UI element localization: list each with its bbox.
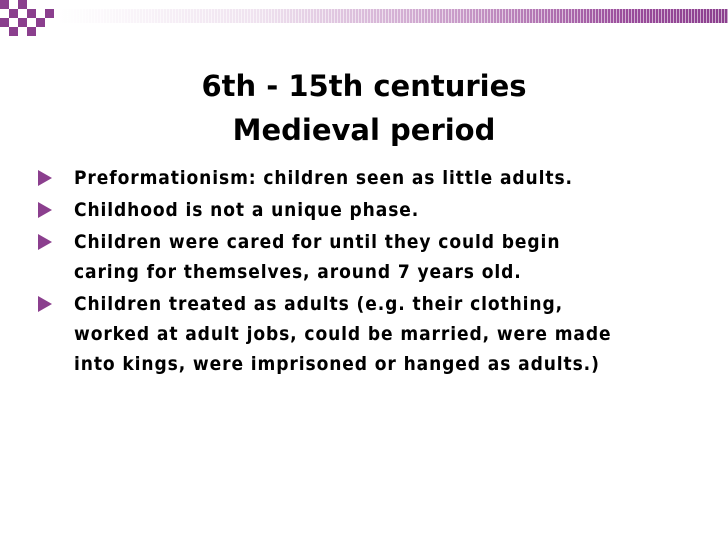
- triangle-bullet-icon: [38, 170, 52, 186]
- bullet-line: Childhood is not a unique phase.: [74, 199, 420, 221]
- bullet-line: worked at adult jobs, could be married, were made: [74, 323, 612, 345]
- slide-title: [60, 64, 668, 152]
- triangle-bullet-icon: [38, 296, 52, 312]
- bullet-line: Preformationism: children seen as little adults.: [74, 167, 573, 189]
- slide-title-line-1: 6th - 15th centuries: [201, 69, 527, 103]
- bullet-line: caring for themselves, around 7 years old.: [74, 261, 522, 283]
- slide-title-line-2: Medieval period: [232, 113, 496, 147]
- corner-checker-decoration: [0, 0, 60, 40]
- bullet-line: Children treated as adults (e.g. their clothing,: [74, 293, 564, 315]
- bullet-item: [0, 289, 700, 379]
- bullet-line: Children were cared for until they could begin: [74, 231, 561, 253]
- bullet-item: [0, 227, 700, 287]
- bullet-item: [0, 195, 700, 225]
- triangle-bullet-icon: [38, 202, 52, 218]
- header-gradient-band: [58, 9, 728, 23]
- bullet-item: [0, 163, 700, 193]
- triangle-bullet-icon: [38, 234, 52, 250]
- bullet-line: into kings, were imprisoned or hanged as adults.): [74, 353, 600, 375]
- bullet-list: [0, 163, 700, 381]
